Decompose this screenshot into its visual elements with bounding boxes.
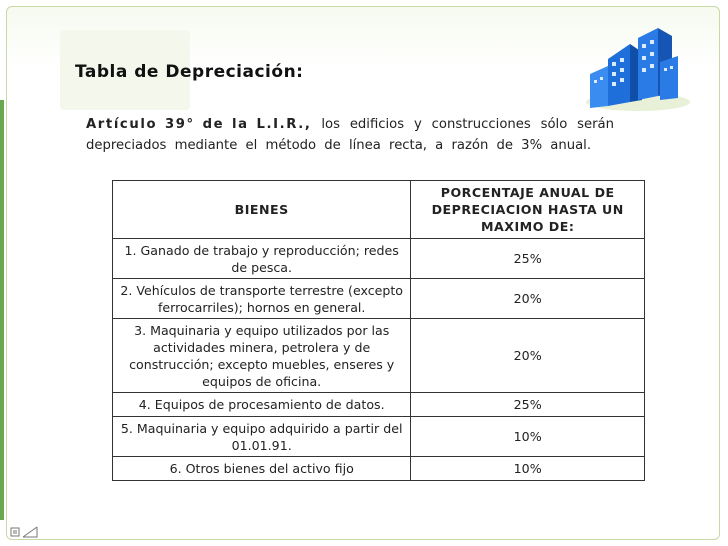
header-rate: PORCENTAJE ANUAL DE DEPRECIACION HASTA UN MAXIMO DE: — [411, 181, 645, 239]
row-rate: 10% — [411, 417, 645, 457]
row-rate: 20% — [411, 319, 645, 393]
row-rate: 25% — [411, 239, 645, 279]
intro-paragraph — [86, 114, 614, 156]
table-header-row — [113, 181, 645, 239]
law-reference: Artículo 39° de la L.I.R., — [86, 117, 312, 132]
row-good: 3. Maquinaria y equipo utilizados por las actividades minera, petrolera y de construcción; excepto muebles, enseres y equipos de oficina. — [113, 319, 411, 393]
intro-text: los edificios y construcciones sólo serán depreciados mediante el método de línea recta, a razón de 3% anual. — [86, 117, 614, 153]
row-good: 2. Vehículos de transporte terrestre (excepto ferrocarriles); hornos en general. — [113, 279, 411, 319]
slide-nav-icon[interactable] — [10, 524, 40, 538]
row-good: 1. Ganado de trabajo y reproducción; redes de pesca. — [113, 239, 411, 279]
left-accent-bar — [0, 100, 4, 520]
table-row — [113, 279, 645, 319]
table-row — [113, 417, 645, 457]
table-row — [113, 239, 645, 279]
table-row — [113, 393, 645, 417]
table-row — [113, 319, 645, 393]
slide-title: Tabla de Depreciación: — [75, 62, 304, 82]
row-rate: 20% — [411, 279, 645, 319]
row-rate: 25% — [411, 393, 645, 417]
row-good: 6. Otros bienes del activo fijo — [113, 457, 411, 481]
row-good: 4. Equipos de procesamiento de datos. — [113, 393, 411, 417]
header-goods: BIENES — [113, 181, 411, 239]
row-rate: 10% — [411, 457, 645, 481]
depreciation-table — [112, 180, 645, 481]
buildings-icon — [580, 14, 690, 114]
table-row — [113, 457, 645, 481]
row-good: 5. Maquinaria y equipo adquirido a partir del 01.01.91. — [113, 417, 411, 457]
